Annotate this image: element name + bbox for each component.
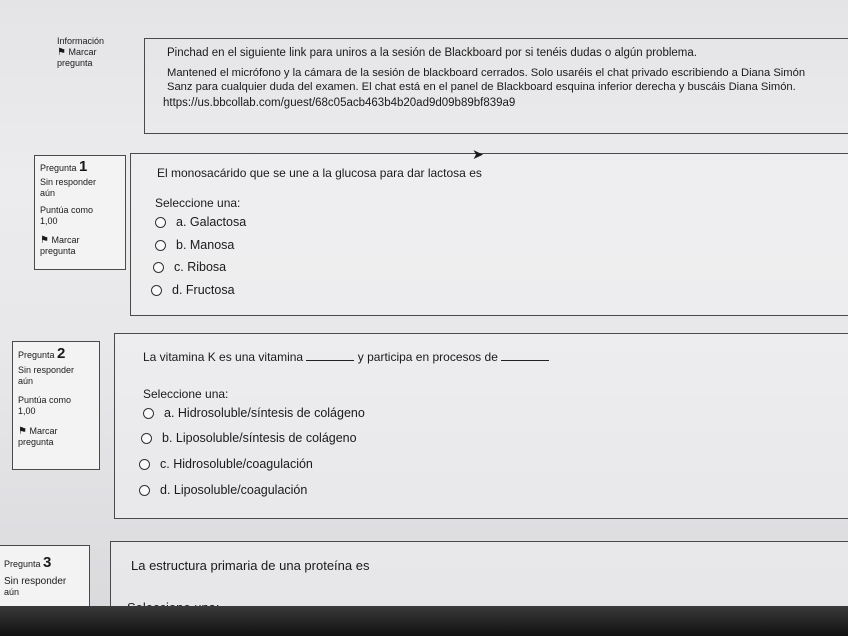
- blank-line: [501, 350, 549, 361]
- flag-icon: ⚑: [57, 47, 66, 58]
- q2-option-b[interactable]: b. Liposoluble/síntesis de colágeno: [141, 431, 357, 445]
- info-sidebar: [52, 33, 124, 73]
- info-line-1: Pinchad en el siguiente link para uniros a la sesión de Blackboard por si tenéis dudas o algún problema.: [167, 47, 697, 59]
- status-line-2: aún: [40, 188, 56, 198]
- monitor-bezel: [0, 606, 848, 636]
- question-3-sidebar: [0, 545, 90, 612]
- question-2-title: Pregunta 2: [18, 345, 66, 362]
- info-label: Información: [57, 36, 105, 46]
- question-3-text: La estructura primaria de una proteína es: [131, 558, 370, 573]
- flag-question-button[interactable]: ⚑ Marcar: [40, 235, 80, 246]
- question-2-content: [114, 333, 848, 519]
- question-1-sidebar: [34, 155, 126, 270]
- question-2-text: La vitamina K es una vitamina y participa en procesos de: [143, 350, 549, 364]
- question-2-sidebar: [12, 341, 100, 470]
- flag-question-button[interactable]: ⚑ Marcar: [18, 426, 58, 437]
- status-line-2: aún: [18, 376, 34, 386]
- radio-button[interactable]: [143, 408, 154, 419]
- status-line-1: Sin responder: [4, 576, 67, 587]
- radio-button[interactable]: [151, 285, 162, 296]
- q2-option-c[interactable]: c. Hidrosoluble/coagulación: [139, 457, 313, 471]
- select-prompt: Seleccione una:: [143, 387, 229, 401]
- question-1-title: Pregunta 1: [40, 158, 88, 175]
- question-3-content: [110, 541, 848, 612]
- info-content: [144, 38, 848, 134]
- q1-option-a[interactable]: a. Galactosa: [155, 215, 246, 229]
- question-3-title: Pregunta 3: [4, 554, 52, 571]
- flag-icon: ⚑: [18, 426, 27, 437]
- radio-button[interactable]: [139, 485, 150, 496]
- radio-button[interactable]: [141, 433, 152, 444]
- q1-option-b[interactable]: b. Manosa: [155, 238, 234, 252]
- q2-option-d[interactable]: d. Liposoluble/coagulación: [139, 483, 307, 497]
- score-line-2: 1,00: [40, 216, 58, 226]
- flag-question-label: pregunta: [18, 437, 54, 447]
- blank-line: [306, 350, 354, 361]
- score-line-1: Puntúa como: [40, 205, 94, 215]
- status-line-1: Sin responder: [40, 177, 97, 187]
- q2-option-a[interactable]: a. Hidrosoluble/síntesis de colágeno: [143, 406, 365, 420]
- mouse-cursor-icon: ➤: [472, 146, 484, 162]
- flag-question-label: pregunta: [57, 58, 93, 68]
- info-line-3: Sanz para cualquier duda del examen. El chat está en el panel de Blackboard esquina inferior derecha y buscáis Diana Simón.: [167, 81, 796, 93]
- select-prompt: Seleccione una:: [155, 196, 241, 210]
- radio-button[interactable]: [139, 459, 150, 470]
- q1-option-d[interactable]: d. Fructosa: [151, 283, 235, 297]
- radio-button[interactable]: [153, 262, 164, 273]
- status-line-2: aún: [4, 587, 20, 597]
- radio-button[interactable]: [155, 217, 166, 228]
- info-line-2: Mantened el micrófono y la cámara de la sesión de blackboard cerrados. Solo usaréis el chat privado escribiendo a Diana Simón: [167, 67, 806, 79]
- flag-question-label: pregunta: [40, 246, 76, 256]
- score-line-2: 1,00: [18, 406, 36, 416]
- question-1-content: [130, 153, 848, 316]
- status-line-1: Sin responder: [18, 365, 75, 375]
- q1-option-c[interactable]: c. Ribosa: [153, 260, 226, 274]
- score-line-1: Puntúa como: [18, 395, 72, 405]
- meeting-link[interactable]: https://us.bbcollab.com/guest/68c05acb463b4b20ad9d09b89bf839a9: [163, 97, 516, 109]
- question-1-text: El monosacárido que se une a la glucosa para dar lactosa es: [157, 166, 482, 180]
- flag-icon: ⚑: [40, 235, 49, 246]
- flag-question-button[interactable]: ⚑ Marcar: [57, 47, 97, 58]
- radio-button[interactable]: [155, 240, 166, 251]
